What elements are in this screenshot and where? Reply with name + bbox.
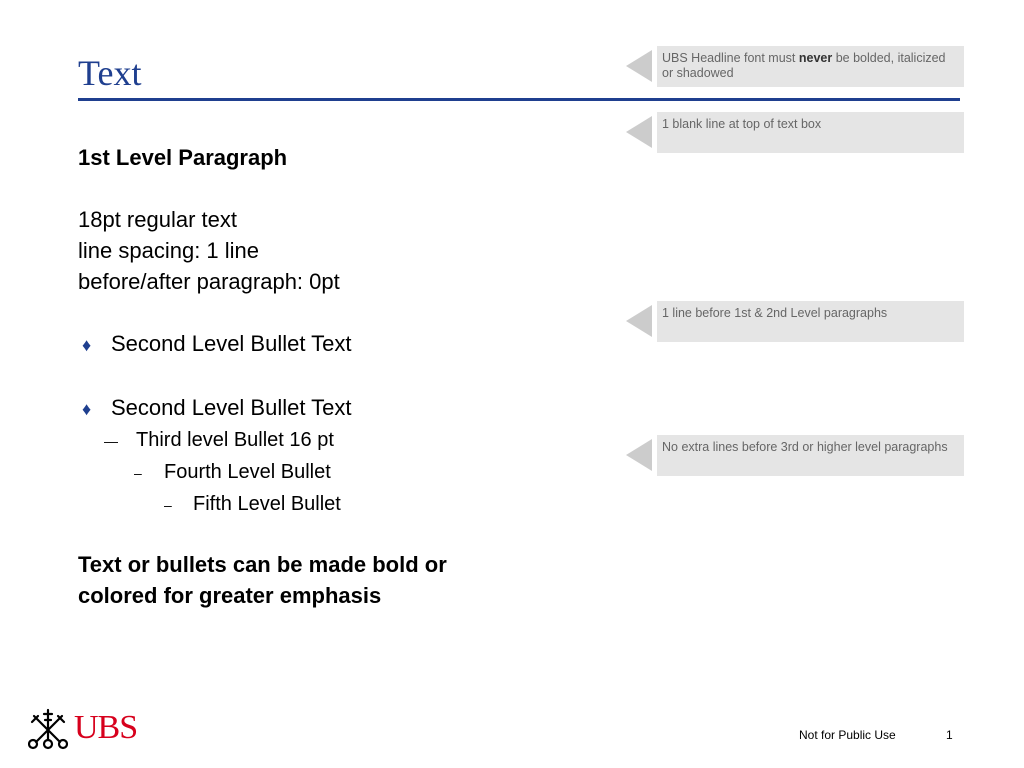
- note-text: No extra lines before 3rd or higher level paragraphs: [662, 440, 948, 454]
- note-text: 1 blank line at top of text box: [662, 117, 822, 131]
- ubs-wordmark: UBS: [74, 709, 138, 746]
- diamond-bullet-icon: ♦: [82, 335, 92, 355]
- en-dash-bullet-icon: –: [164, 497, 172, 513]
- spacer: [78, 521, 598, 549]
- bullet-text: Third level Bullet 16 pt: [136, 429, 334, 451]
- third-level-bullet: [78, 425, 598, 457]
- left-arrow-icon: [626, 116, 652, 148]
- emphasis-line: Text or bullets can be made bold or: [78, 552, 447, 577]
- note-text: 1 line before 1st & 2nd Level paragraphs: [662, 306, 888, 320]
- note-emphasis: never: [798, 51, 833, 65]
- note-box: [657, 46, 964, 87]
- second-level-bullet: [78, 328, 598, 361]
- left-arrow-icon: [626, 305, 652, 337]
- diamond-bullet-icon: ♦: [82, 399, 92, 419]
- guideline-note-paragraph-spacing: [626, 301, 964, 342]
- body-line: before/after paragraph: 0pt: [78, 269, 340, 294]
- note-box: [657, 301, 964, 342]
- spacer: [78, 173, 598, 204]
- en-dash-bullet-icon: –: [134, 465, 142, 481]
- note-box: [657, 112, 964, 153]
- classification-label: Not for Public Use: [799, 728, 896, 742]
- note-text: UBS Headline font must: [662, 51, 799, 65]
- guideline-note-third-level: [626, 435, 964, 476]
- em-dash-bullet-icon: —: [104, 433, 118, 449]
- note-text: be bolded, italicized or shadowed: [662, 51, 946, 80]
- body-line: line spacing: 1 line: [78, 238, 260, 263]
- second-level-bullet: [78, 392, 598, 425]
- guideline-note-headline: [626, 46, 964, 87]
- spacer: [78, 361, 598, 392]
- left-arrow-icon: [626, 439, 652, 471]
- fifth-level-bullet: [78, 489, 598, 521]
- emphasis-line: colored for greater emphasis: [78, 583, 382, 608]
- spacer: [78, 297, 598, 328]
- note-box: [657, 435, 964, 476]
- body-line: 18pt regular text: [78, 207, 237, 232]
- ubs-logo: [28, 706, 137, 750]
- slide-body: [78, 142, 598, 611]
- first-level-heading: 1st Level Paragraph: [78, 145, 288, 170]
- left-arrow-icon: [626, 50, 652, 82]
- title-rule: [78, 98, 960, 101]
- guideline-note-blank-line: [626, 112, 964, 153]
- bullet-text: Fourth Level Bullet: [164, 461, 331, 483]
- slide-title: Text: [78, 53, 142, 93]
- ubs-three-keys-icon: [28, 706, 68, 750]
- bullet-text: Second Level Bullet Text: [111, 331, 352, 356]
- bullet-text: Second Level Bullet Text: [111, 395, 352, 420]
- page-number: 1: [946, 728, 953, 742]
- fourth-level-bullet: [78, 457, 598, 489]
- bullet-text: Fifth Level Bullet: [193, 493, 341, 515]
